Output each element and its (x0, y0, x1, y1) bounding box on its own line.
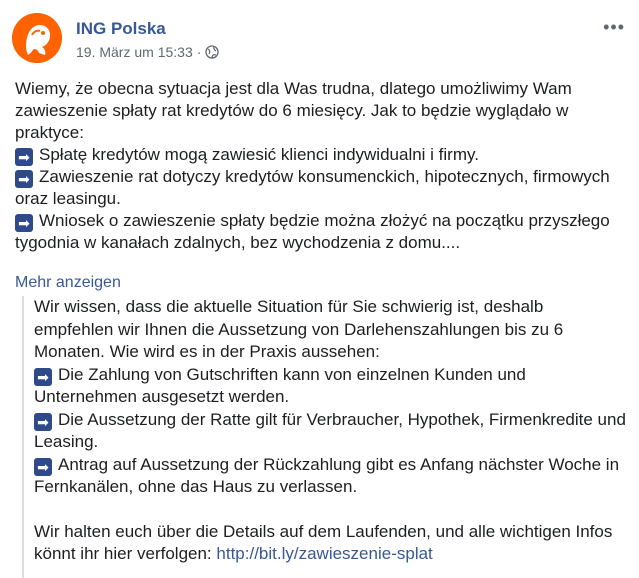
translation-block (22, 296, 627, 578)
post-bullet: ➡ Zawieszenie rat dotyczy kredytów konsumenckich, hipotecznych, firmowych oraz leasingu. (15, 167, 610, 208)
lion-logo-icon (12, 13, 62, 63)
post-meta (76, 44, 219, 60)
external-link[interactable]: http://bit.ly/zawieszenie-splat (216, 544, 433, 563)
translation-bullet: ➡ Die Zahlung von Gutschriften kann von einzelnen Kunden und Unternehmen ausgesetzt werden. (34, 364, 526, 406)
arrow-right-icon: ➡ (34, 413, 52, 431)
translation-paragraph: Wir wissen, dass die aktuelle Situation für Sie schwierig ist, deshalb empfehlen wir Ihnen die Aussetzung von Darlehenszahlungen bis zu 6 Monaten. Wie wird es in der Praxis aussehen: (34, 297, 564, 361)
more-dots-icon: ••• (603, 17, 625, 37)
see-more-link[interactable]: Mehr anzeigen (15, 274, 121, 291)
meta-separator: · (196, 44, 202, 60)
globe-icon[interactable] (205, 45, 219, 59)
post-bullet: ➡ Wniosek o zawieszenie spłaty będzie można złożyć na początku przyszłego tygodnia w kanałach zdalnych, bez wychodzenia z domu.... (15, 211, 610, 252)
spacer (34, 499, 627, 521)
post-header (12, 13, 627, 63)
translation-footer: Wir halten euch über die Details auf dem Laufenden, und alle wichtigen Infos könnt ihr hier verfolgen: http://bit.ly/zawieszenie-splat (34, 521, 613, 563)
post-bullet: ➡ Spłatę kredytów mogą zawiesić klienci indywidualni i firmy. (15, 144, 625, 166)
arrow-right-icon: ➡ (15, 170, 33, 188)
more-options-button[interactable] (603, 17, 625, 38)
timestamp[interactable]: 19. März um 15:33 (76, 44, 193, 60)
translation-bullet: ➡ Antrag auf Aussetzung der Rückzahlung gibt es Anfang nächster Woche in Fernkanälen, ohne das Haus zu verlassen. (34, 454, 620, 496)
post-text (15, 78, 625, 254)
arrow-right-icon: ➡ (34, 368, 52, 386)
avatar[interactable] (12, 13, 62, 63)
post-paragraph: Wiemy, że obecna sytuacja jest dla Was trudna, dlatego umożliwimy Wam zawieszenie spłaty rat kredytów do 6 miesięcy. Jak to będzie wyglądało w praktyce: (15, 79, 572, 142)
page-name[interactable]: ING Polska (76, 19, 166, 38)
arrow-right-icon: ➡ (15, 214, 33, 232)
translation-bullet: ➡ Die Aussetzung der Ratte gilt für Verbraucher, Hypothek, Firmenkredite und Leasing. (34, 409, 626, 451)
arrow-right-icon: ➡ (34, 458, 52, 476)
arrow-right-icon: ➡ (15, 148, 33, 166)
